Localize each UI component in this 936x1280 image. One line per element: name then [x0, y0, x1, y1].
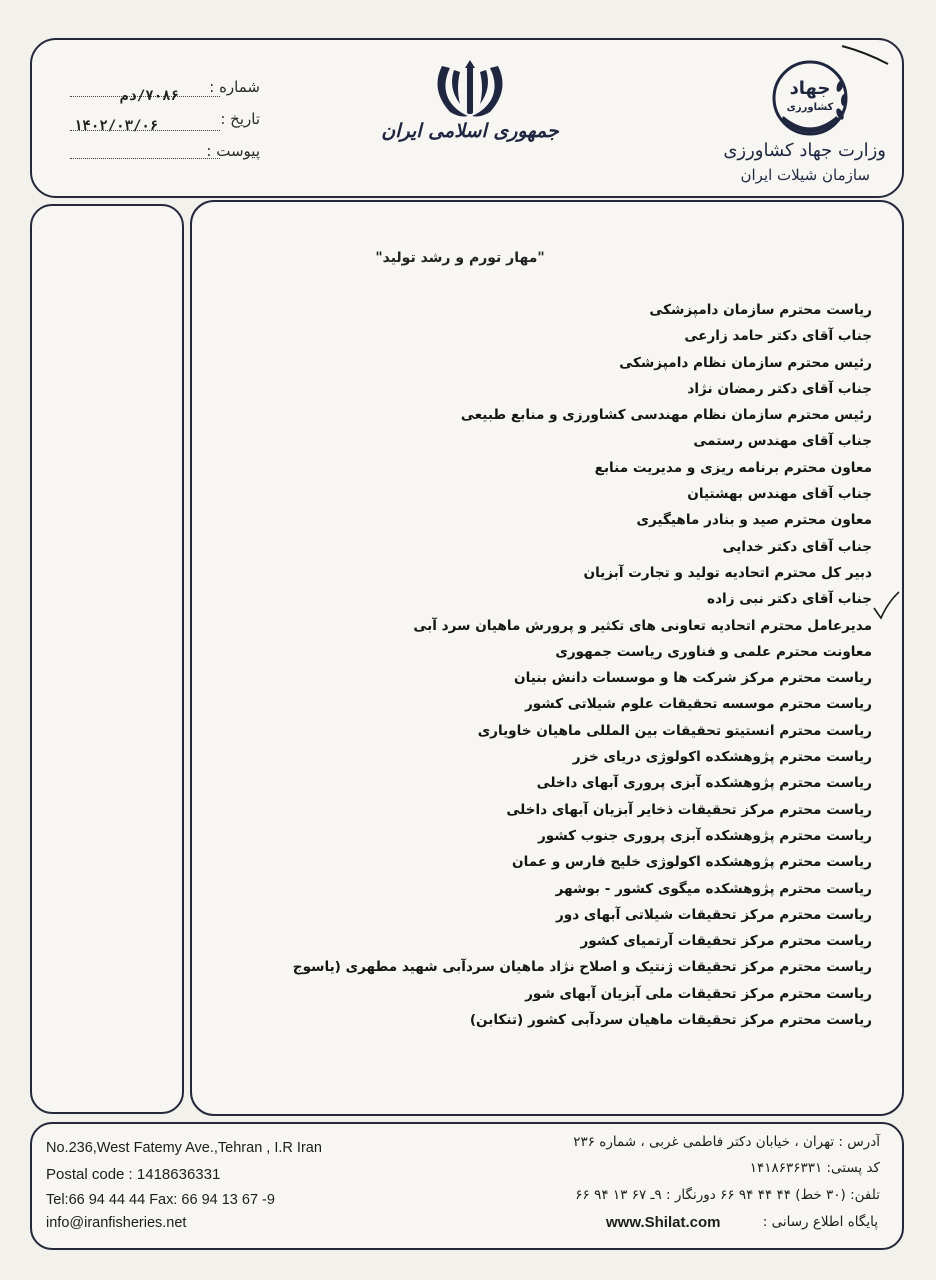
recipient-line: ریاست محترم پژوهشکده آبزی پروری جنوب کشور	[537, 827, 872, 844]
footer-address-fa: آدرس : تهران ، خیابان دکتر فاطمی غربی ، شماره ۲۳۶	[573, 1134, 880, 1150]
recipient-line: ریاست محترم انستیتو تحقیقات بین المللی ماهیان خاویاری	[477, 722, 872, 739]
handwritten-check-mark	[872, 590, 900, 620]
letter-number: ۷۰۸۶/دم	[120, 88, 180, 104]
recipient-line: ریاست محترم سازمان دامپزشکی	[649, 302, 872, 318]
slogan: "مهار تورم و رشد تولید"	[375, 250, 545, 266]
recipient-line: ریاست محترم پژوهشکده میگوی کشور - بوشهر	[555, 880, 872, 897]
recipient-line: ریاست محترم مرکز تحقیقات شیلاتی آبهای دور	[555, 906, 872, 923]
number-label: شماره :	[209, 78, 260, 96]
recipient-line: معاونت محترم علمی و فناوری ریاست جمهوری	[555, 643, 872, 660]
letter-meta	[40, 78, 260, 168]
recipient-line: جناب آقای دکتر نبی زاده	[707, 591, 872, 608]
recipient-line: جناب آقای مهندس رستمی	[693, 433, 872, 450]
attachment-dotted-line	[70, 158, 220, 159]
recipient-line: مدیرعامل محترم اتحادیه تعاونی های تکثیر و پرورش ماهیان سرد آبی	[413, 617, 872, 634]
recipient-line: جناب آقای مهندس بهشتیان	[687, 486, 872, 503]
footer-tel-fa: تلفن: (۳۰ خط) ۴۴ ۴۴ ۹۴ ۶۶ دورنگار : ۹ـ ۶۷ ۱۳ ۹۴ ۶۶	[575, 1187, 880, 1203]
footer-website: www.Shilat.com	[606, 1214, 721, 1231]
recipient-line: معاون محترم صید و بنادر ماهیگیری	[636, 512, 872, 529]
recipient-line: ریاست محترم مرکز تحقیقات آرتمیای کشور	[580, 933, 872, 950]
recipient-line: جناب آقای دکتر حامد زارعی	[684, 328, 872, 345]
organization-name: سازمان شیلات ایران	[740, 166, 870, 184]
attachment-label: پیوست :	[206, 142, 260, 160]
recipient-list	[200, 297, 872, 1033]
recipient-line: جناب آقای دکتر خدایی	[722, 538, 872, 555]
recipient-line: ریاست محترم مرکز شرکت ها و موسسات دانش بنیان	[514, 670, 872, 687]
logo-text-bottom: کشاورزی	[786, 102, 834, 113]
recipient-line: ریاست محترم مرکز تحقیقات ذخایر آبزیان آبهای داخلی	[506, 801, 872, 818]
recipient-line: ریاست محترم پژوهشکده اکولوژی خلیج فارس و عمان	[512, 854, 872, 871]
recipient-line: رئیس محترم سازمان نظام مهندسی کشاورزی و منابع طبیعی	[460, 407, 872, 424]
logo-text-top: جهاد	[789, 78, 831, 99]
footer-portal-label: پایگاه اطلاع رسانی :	[762, 1214, 878, 1230]
emblem-caption: جمهوری اسلامی ایران	[381, 120, 559, 142]
letter-date: ۱۴۰۲/۰۳/۰۶	[74, 118, 159, 134]
recipient-line: ریاست محترم پژوهشکده اکولوژی دریای خزر	[572, 749, 872, 766]
footer-postal-en: Postal code : 1418636331	[46, 1166, 221, 1183]
recipient-line: معاون محترم برنامه ریزی و مدیریت منابع	[594, 459, 872, 476]
recipient-line: ریاست محترم مرکز تحقیقات ملی آبزیان آبهای شور	[525, 985, 872, 1002]
jahad-keshavarzi-logo-icon	[768, 56, 852, 140]
recipient-line: رئیس محترم سازمان نظام دامپزشکی	[619, 354, 872, 371]
recipient-line: ریاست محترم موسسه تحقیقات علوم شیلاتی کشور	[524, 696, 872, 713]
date-label: تاریخ :	[220, 110, 260, 128]
recipient-line: ریاست محترم مرکز تحقیقات ژنتیک و اصلاح نژاد ماهیان سردآبی شهید مطهری (یاسوج	[292, 959, 872, 976]
ministry-name: وزارت جهاد کشاورزی	[723, 140, 886, 161]
recipient-line: ریاست محترم پژوهشکده آبزی پروری آبهای داخلی	[536, 775, 872, 792]
recipient-line: جناب آقای دکتر رمضان نژاد	[687, 380, 872, 397]
recipient-line: ریاست محترم مرکز تحقیقات ماهیان سردآبی کشور (تنکابن)	[469, 1012, 872, 1029]
footer-postal-fa: کد پستی: ۱۴۱۸۶۳۶۳۳۱	[749, 1160, 880, 1176]
footer-address-en: No.236,West Fatemy Ave.,Tehran , I.R Iran	[46, 1140, 322, 1156]
recipient-line: دبیر کل محترم اتحادیه تولید و تجارت آبزیان	[583, 564, 872, 581]
left-margin-box	[30, 204, 184, 1114]
footer-email: info@iranfisheries.net	[46, 1215, 187, 1231]
footer-tel-en: Tel:66 94 44 44 Fax: 66 94 13 67 -9	[46, 1192, 275, 1208]
iran-emblem-icon	[432, 60, 508, 122]
